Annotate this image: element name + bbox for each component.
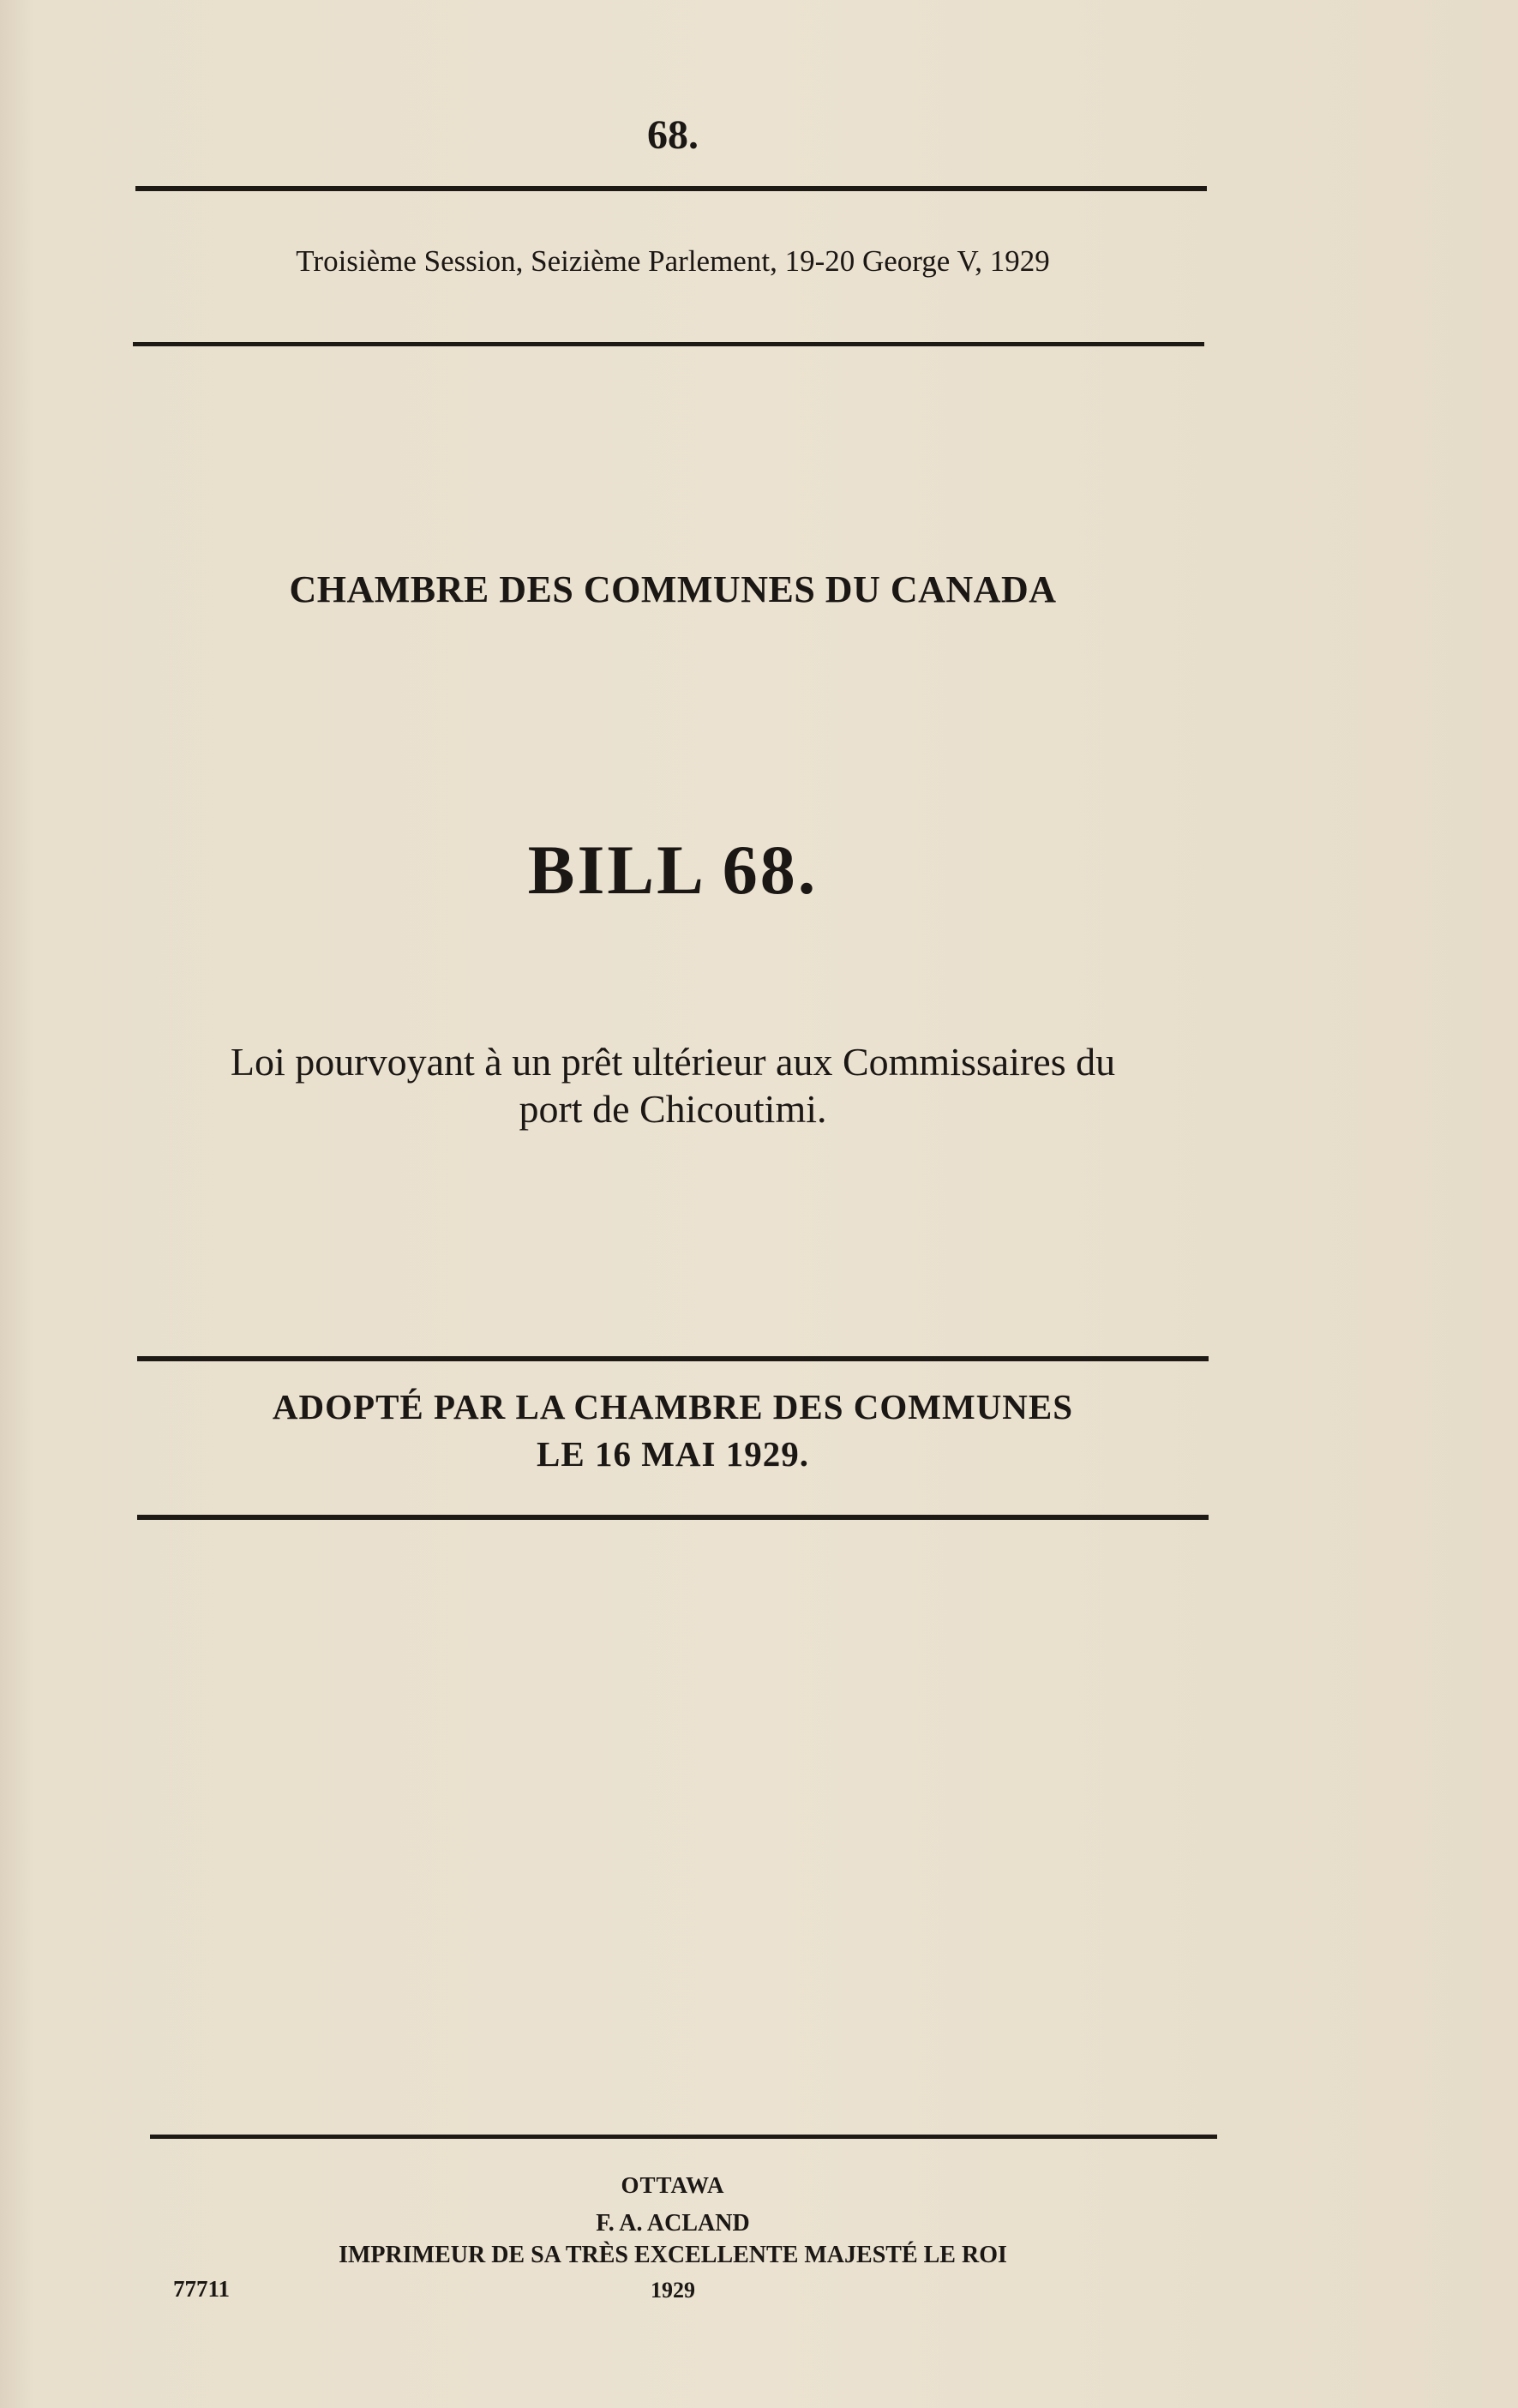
house-title: CHAMBRE DES COMMUNES DU CANADA bbox=[289, 568, 1057, 610]
adoption-bottom-rule bbox=[137, 1515, 1209, 1520]
imprint-city: OTTAWA bbox=[621, 2172, 725, 2198]
bill-title: BILL 68. bbox=[527, 831, 819, 909]
imprint-printer: F. A. ACLAND bbox=[596, 2210, 750, 2237]
imprint-year: 1929 bbox=[651, 2278, 695, 2303]
imprint-role: IMPRIMEUR DE SA TRÈS EXCELLENTE MAJESTÉ LE ROI bbox=[339, 2242, 1007, 2268]
adoption-top-rule bbox=[137, 1356, 1209, 1361]
job-number: 77711 bbox=[173, 2276, 231, 2302]
adoption-line-2: LE 16 MAI 1929. bbox=[537, 1434, 809, 1474]
session-line: Troisième Session, Seizième Parlement, 19-20 George V, 1929 bbox=[296, 244, 1050, 278]
bill-description-line-1: Loi pourvoyant à un prêt ultérieur aux Commissaires du bbox=[230, 1040, 1116, 1084]
session-rule bbox=[133, 342, 1204, 346]
imprint-rule bbox=[150, 2135, 1217, 2139]
adoption-line-1: ADOPTÉ PAR LA CHAMBRE DES COMMUNES bbox=[272, 1387, 1074, 1426]
top-rule bbox=[135, 186, 1207, 191]
bill-description-line-2: port de Chicoutimi. bbox=[519, 1087, 827, 1131]
page-number: 68. bbox=[647, 112, 699, 158]
